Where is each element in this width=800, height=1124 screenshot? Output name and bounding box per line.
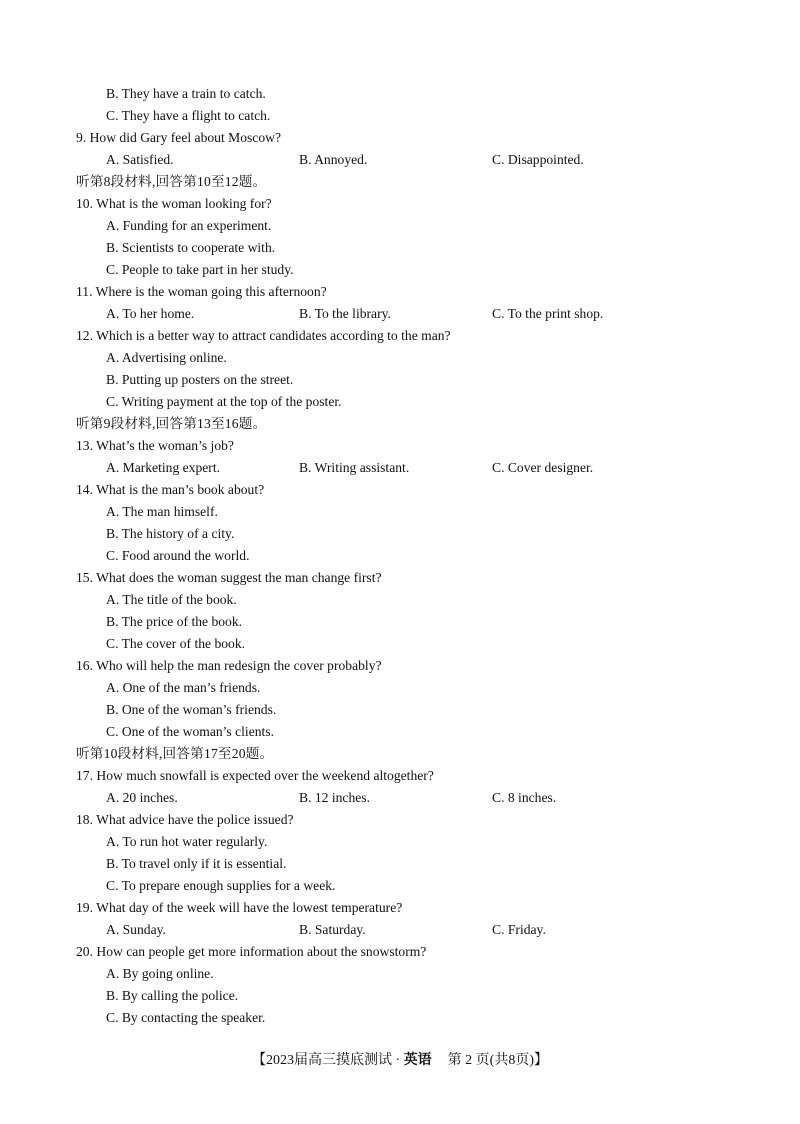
q9-options — [76, 149, 726, 171]
q13-question: 13. What’s the woman’s job? — [76, 438, 234, 453]
footer-page-number: 第 2 页(共8页)】 — [447, 1053, 548, 1068]
section-10-instruction: 听第10段材料,回答第17至20题。 — [76, 746, 274, 761]
q18-question: 18. What advice have the police issued? — [76, 812, 294, 827]
q19-option-c: C. Friday. — [492, 922, 546, 937]
q19-options — [76, 919, 726, 941]
q10-option-b: B. Scientists to cooperate with. — [106, 240, 276, 255]
q17-options — [76, 787, 726, 809]
q14-option-b: B. The history of a city. — [106, 526, 235, 541]
q13-option-c: C. Cover designer. — [492, 460, 594, 475]
q16-question: 16. Who will help the man redesign the cover probably? — [76, 658, 382, 673]
footer-subject: 英语 — [403, 1053, 432, 1068]
q10-option-c: C. People to take part in her study. — [106, 262, 294, 277]
exam-page — [76, 83, 726, 1029]
q9-option-b: B. Annoyed. — [299, 152, 368, 167]
q11-options — [76, 303, 726, 325]
q14-option-c: C. Food around the world. — [106, 548, 250, 563]
q12-question: 12. Which is a better way to attract candidates according to the man? — [76, 328, 451, 343]
q11-option-a: A. To her home. — [106, 306, 195, 321]
q8-option-b: B. They have a train to catch. — [106, 86, 266, 101]
q14-option-a: A. The man himself. — [106, 504, 218, 519]
q11-option-b: B. To the library. — [299, 306, 391, 321]
q11-question: 11. Where is the woman going this afternoon? — [76, 284, 327, 299]
q13-options — [76, 457, 726, 479]
q8-option-c: C. They have a flight to catch. — [106, 108, 271, 123]
q19-option-b: B. Saturday. — [299, 922, 366, 937]
q19-option-a: A. Sunday. — [106, 922, 166, 937]
q12-option-a: A. Advertising online. — [106, 350, 227, 365]
q13-option-a: A. Marketing expert. — [106, 460, 221, 475]
q20-question: 20. How can people get more information about the snowstorm? — [76, 944, 427, 959]
q20-option-b: B. By calling the police. — [106, 988, 239, 1003]
q17-question: 17. How much snowfall is expected over the weekend altogether? — [76, 768, 434, 783]
q13-option-b: B. Writing assistant. — [299, 460, 410, 475]
q15-option-c: C. The cover of the book. — [106, 636, 246, 651]
q19-question: 19. What day of the week will have the lowest temperature? — [76, 900, 403, 915]
section-8-instruction: 听第8段材料,回答第10至12题。 — [76, 174, 267, 189]
q18-option-b: B. To travel only if it is essential. — [106, 856, 287, 871]
q10-question: 10. What is the woman looking for? — [76, 196, 272, 211]
q17-option-a: A. 20 inches. — [106, 790, 178, 805]
q9-option-a: A. Satisfied. — [106, 152, 174, 167]
q20-option-c: C. By contacting the speaker. — [106, 1010, 266, 1025]
q17-option-b: B. 12 inches. — [299, 790, 370, 805]
q16-option-c: C. One of the woman’s clients. — [106, 724, 275, 739]
q15-option-b: B. The price of the book. — [106, 614, 243, 629]
q12-option-c: C. Writing payment at the top of the poster. — [106, 394, 342, 409]
q18-option-a: A. To run hot water regularly. — [106, 834, 268, 849]
q12-option-b: B. Putting up posters on the street. — [106, 372, 294, 387]
q18-option-c: C. To prepare enough supplies for a week. — [106, 878, 336, 893]
q9-option-c: C. Disappointed. — [492, 152, 584, 167]
q20-option-a: A. By going online. — [106, 966, 214, 981]
q11-option-c: C. To the print shop. — [492, 306, 604, 321]
q16-option-b: B. One of the woman’s friends. — [106, 702, 277, 717]
q14-question: 14. What is the man’s book about? — [76, 482, 265, 497]
q10-option-a: A. Funding for an experiment. — [106, 218, 272, 233]
q16-option-a: A. One of the man’s friends. — [106, 680, 261, 695]
q17-option-c: C. 8 inches. — [492, 790, 557, 805]
q15-question: 15. What does the woman suggest the man change first? — [76, 570, 382, 585]
page-footer — [0, 1050, 800, 1072]
q15-option-a: A. The title of the book. — [106, 592, 237, 607]
footer-exam-title: 【2023届高三摸底测试 · — [252, 1053, 404, 1068]
q9-question: 9. How did Gary feel about Moscow? — [76, 130, 281, 145]
section-9-instruction: 听第9段材料,回答第13至16题。 — [76, 416, 267, 431]
